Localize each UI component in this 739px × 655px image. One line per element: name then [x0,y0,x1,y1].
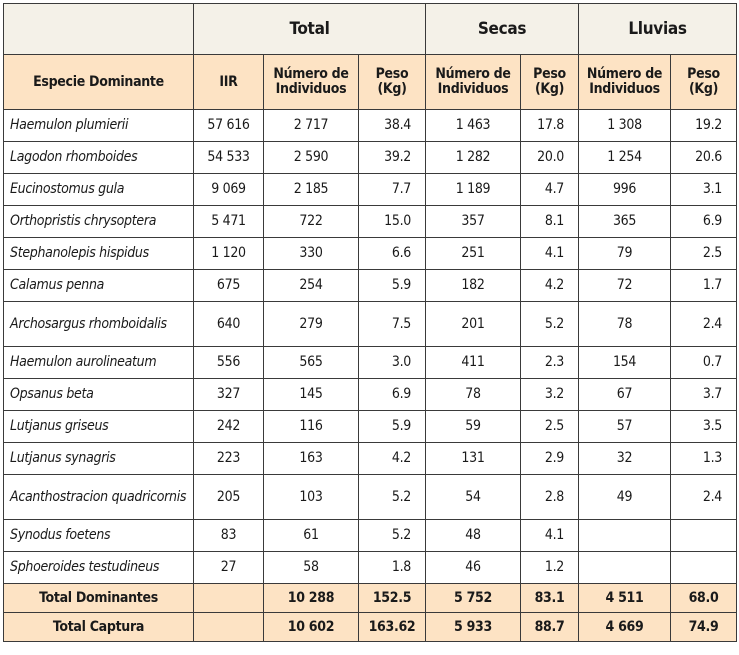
col-header-lluvias-numero: Número de Individuos [579,55,671,110]
total-peso-cell: 38.4 [359,110,426,142]
total-numero-cell: 2 590 [264,142,359,174]
table-row [4,142,737,174]
totals-secas-numero: 5 752 [426,584,521,613]
total-numero-cell: 330 [264,238,359,270]
secas-peso-cell: 20.0 [521,142,579,174]
col-header-total-peso: Peso (Kg) [359,55,426,110]
iir-cell: 242 [194,411,264,443]
total-peso-cell: 5.9 [359,411,426,443]
group-header-secas: Secas [426,4,579,55]
secas-numero-cell: 201 [426,302,521,347]
secas-peso-cell: 17.8 [521,110,579,142]
lluvias-numero-cell: 79 [579,238,671,270]
lluvias-numero-cell [579,520,671,552]
especie-cell: Haemulon aurolineatum [4,347,194,379]
total-peso-cell: 7.5 [359,302,426,347]
especie-cell: Opsanus beta [4,379,194,411]
secas-peso-cell: 4.2 [521,270,579,302]
lluvias-numero-cell: 72 [579,270,671,302]
totals-label: Total Dominantes [4,584,194,613]
total-numero-cell: 61 [264,520,359,552]
total-peso-cell: 5.2 [359,475,426,520]
lluvias-peso-cell: 1.7 [671,270,737,302]
lluvias-peso-cell: 2.5 [671,238,737,270]
lluvias-numero-cell: 67 [579,379,671,411]
iir-cell: 675 [194,270,264,302]
total-peso-cell: 15.0 [359,206,426,238]
totals-lluvias-peso: 74.9 [671,613,737,642]
secas-peso-cell: 4.1 [521,520,579,552]
lluvias-peso-cell: 19.2 [671,110,737,142]
lluvias-numero-cell: 32 [579,443,671,475]
lluvias-peso-cell: 2.4 [671,475,737,520]
total-numero-cell: 565 [264,347,359,379]
secas-numero-cell: 251 [426,238,521,270]
col-header-iir: IIR [194,55,264,110]
iir-cell: 1 120 [194,238,264,270]
totals-secas-peso: 83.1 [521,584,579,613]
species-table [3,3,737,642]
total-numero-cell: 722 [264,206,359,238]
especie-cell: Sphoeroides testudineus [4,552,194,584]
secas-numero-cell: 182 [426,270,521,302]
table-row [4,206,737,238]
total-numero-cell: 103 [264,475,359,520]
total-peso-cell: 6.6 [359,238,426,270]
total-peso-cell: 7.7 [359,174,426,206]
iir-cell: 54 533 [194,142,264,174]
total-numero-cell: 279 [264,302,359,347]
secas-peso-cell: 4.1 [521,238,579,270]
total-numero-cell: 145 [264,379,359,411]
lluvias-numero-cell: 1 254 [579,142,671,174]
especie-cell: Acanthostracion quadricornis [4,475,194,520]
totals-total-peso: 152.5 [359,584,426,613]
col-header-secas-peso: Peso (Kg) [521,55,579,110]
total-numero-cell: 116 [264,411,359,443]
lluvias-numero-cell: 78 [579,302,671,347]
total-peso-cell: 39.2 [359,142,426,174]
column-header-row [4,55,737,110]
secas-numero-cell: 48 [426,520,521,552]
especie-cell: Haemulon plumierii [4,110,194,142]
col-header-secas-numero: Número de Individuos [426,55,521,110]
col-header-especie: Especie Dominante [4,55,194,110]
lluvias-peso-cell: 0.7 [671,347,737,379]
totals-iir-blank [194,584,264,613]
secas-numero-cell: 59 [426,411,521,443]
iir-cell: 205 [194,475,264,520]
lluvias-peso-cell: 2.4 [671,302,737,347]
total-peso-cell: 6.9 [359,379,426,411]
lluvias-peso-cell [671,520,737,552]
total-peso-cell: 5.2 [359,520,426,552]
total-numero-cell: 254 [264,270,359,302]
especie-cell: Lutjanus synagris [4,443,194,475]
secas-peso-cell: 2.9 [521,443,579,475]
lluvias-peso-cell: 1.3 [671,443,737,475]
total-peso-cell: 4.2 [359,443,426,475]
secas-peso-cell: 4.7 [521,174,579,206]
totals-total-peso: 163.62 [359,613,426,642]
secas-peso-cell: 8.1 [521,206,579,238]
table-row [4,238,737,270]
lluvias-numero-cell: 154 [579,347,671,379]
total-numero-cell: 2 717 [264,110,359,142]
lluvias-peso-cell: 20.6 [671,142,737,174]
secas-numero-cell: 411 [426,347,521,379]
lluvias-numero-cell: 365 [579,206,671,238]
totals-lluvias-numero: 4 669 [579,613,671,642]
totals-label: Total Captura [4,613,194,642]
lluvias-numero-cell: 1 308 [579,110,671,142]
group-header-lluvias: Lluvias [579,4,737,55]
totals-total-numero: 10 288 [264,584,359,613]
lluvias-numero-cell: 49 [579,475,671,520]
total-numero-cell: 2 185 [264,174,359,206]
total-peso-cell: 1.8 [359,552,426,584]
table-row [4,475,737,520]
secas-numero-cell: 78 [426,379,521,411]
especie-cell: Synodus foetens [4,520,194,552]
totals-lluvias-peso: 68.0 [671,584,737,613]
especie-cell: Calamus penna [4,270,194,302]
lluvias-peso-cell: 6.9 [671,206,737,238]
table-row [4,552,737,584]
secas-peso-cell: 3.2 [521,379,579,411]
secas-numero-cell: 54 [426,475,521,520]
total-peso-cell: 3.0 [359,347,426,379]
especie-cell: Lutjanus griseus [4,411,194,443]
table-row [4,110,737,142]
iir-cell: 27 [194,552,264,584]
secas-peso-cell: 2.3 [521,347,579,379]
lluvias-numero-cell [579,552,671,584]
especie-cell: Lagodon rhomboides [4,142,194,174]
col-header-lluvias-peso: Peso (Kg) [671,55,737,110]
iir-cell: 5 471 [194,206,264,238]
lluvias-peso-cell: 3.5 [671,411,737,443]
secas-numero-cell: 46 [426,552,521,584]
especie-cell: Orthopristis chrysoptera [4,206,194,238]
lluvias-peso-cell [671,552,737,584]
secas-peso-cell: 5.2 [521,302,579,347]
lluvias-numero-cell: 996 [579,174,671,206]
lluvias-peso-cell: 3.1 [671,174,737,206]
totals-secas-numero: 5 933 [426,613,521,642]
table-row [4,270,737,302]
total-peso-cell: 5.9 [359,270,426,302]
especie-cell: Stephanolepis hispidus [4,238,194,270]
total-numero-cell: 58 [264,552,359,584]
iir-cell: 556 [194,347,264,379]
totals-secas-peso: 88.7 [521,613,579,642]
group-header-row [4,4,737,55]
totals-iir-blank [194,613,264,642]
total-numero-cell: 163 [264,443,359,475]
table-row [4,302,737,347]
lluvias-numero-cell: 57 [579,411,671,443]
iir-cell: 83 [194,520,264,552]
group-header-total: Total [194,4,426,55]
secas-peso-cell: 2.5 [521,411,579,443]
totals-row-dominantes [4,584,737,613]
secas-numero-cell: 1 282 [426,142,521,174]
col-header-total-numero: Número de Individuos [264,55,359,110]
totals-lluvias-numero: 4 511 [579,584,671,613]
table-row [4,443,737,475]
iir-cell: 640 [194,302,264,347]
secas-numero-cell: 1 189 [426,174,521,206]
iir-cell: 57 616 [194,110,264,142]
secas-numero-cell: 131 [426,443,521,475]
totals-total-numero: 10 602 [264,613,359,642]
table-row [4,174,737,206]
secas-numero-cell: 357 [426,206,521,238]
especie-cell: Archosargus rhomboidalis [4,302,194,347]
header-blank-cell [4,4,194,55]
table-row [4,347,737,379]
especie-cell: Eucinostomus gula [4,174,194,206]
secas-peso-cell: 2.8 [521,475,579,520]
iir-cell: 327 [194,379,264,411]
secas-peso-cell: 1.2 [521,552,579,584]
table-row [4,520,737,552]
iir-cell: 223 [194,443,264,475]
iir-cell: 9 069 [194,174,264,206]
totals-row-captura [4,613,737,642]
table-row [4,411,737,443]
secas-numero-cell: 1 463 [426,110,521,142]
lluvias-peso-cell: 3.7 [671,379,737,411]
table-row [4,379,737,411]
